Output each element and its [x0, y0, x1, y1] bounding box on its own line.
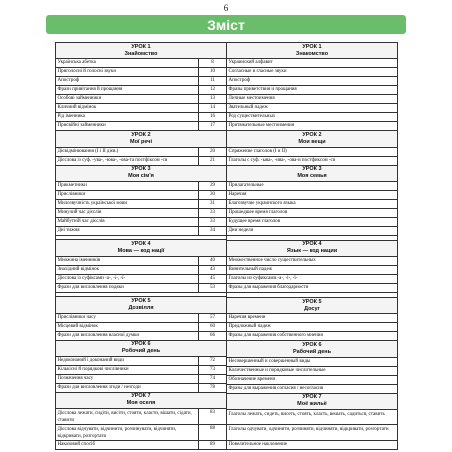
- page-ref: 74: [198, 375, 226, 383]
- topic-label: Прислівники: [57, 191, 86, 197]
- lesson-header: [56, 392, 226, 408]
- toc-row: [56, 365, 226, 374]
- topic-label: Прикметники: [57, 182, 87, 188]
- toc-row: [227, 181, 397, 190]
- page-ref: 73: [198, 366, 226, 374]
- topic-label: Позначення часу: [57, 375, 94, 381]
- toc-row: [227, 112, 397, 121]
- page-ref: 34: [198, 227, 226, 235]
- page-number: 6: [223, 3, 229, 13]
- topic-label: Дієслова відчувати, відчинити, розчинувати, відчиняти, відкривати, розгортати: [57, 427, 177, 440]
- lesson-header: [227, 43, 397, 58]
- toc-row: [56, 440, 226, 449]
- toc-row: [56, 313, 226, 322]
- topic-label: Дні тижня: [57, 227, 80, 233]
- lesson-header: [56, 296, 226, 312]
- toc-row: [56, 265, 226, 274]
- page-ref: 29: [198, 182, 226, 190]
- topic-label: Особові займенники: [57, 96, 102, 102]
- topic-label: Кличний відмінок: [57, 105, 97, 111]
- topic-label: Українська абетка: [57, 60, 96, 66]
- topic-label: Прислівники часу: [57, 314, 96, 320]
- lesson-header: [227, 393, 397, 409]
- topic-label: Милозвучність української мови: [57, 200, 128, 206]
- lesson-title: Мои вещи: [298, 139, 326, 146]
- lesson-title: Досуг: [304, 305, 320, 312]
- topic-label: Фразы приветствия и прощания: [228, 87, 297, 93]
- toc-row: [227, 384, 397, 393]
- toc-row: [227, 208, 397, 217]
- toc-row: [227, 331, 397, 340]
- page-ref: 78: [198, 384, 226, 392]
- page-ref: 57: [198, 314, 226, 322]
- toc-row: [56, 274, 226, 283]
- topic-label: Кількісні й порядкові числівники: [57, 366, 129, 372]
- page-ref: 20: [198, 148, 226, 156]
- page-ref: 30: [198, 191, 226, 199]
- toc-row: [56, 322, 226, 331]
- toc-row: [227, 76, 397, 85]
- lesson-number: УРОК 4: [302, 241, 322, 248]
- toc-row: [227, 85, 397, 94]
- toc-row: [56, 112, 226, 121]
- lesson-number: УРОК 5: [131, 297, 151, 304]
- lesson-title: Моя семья: [297, 173, 327, 180]
- topic-label: Місцевий відмінок: [57, 323, 98, 329]
- lesson-title: Мова — код нації: [117, 248, 165, 255]
- toc-row: [56, 356, 226, 365]
- lesson-title: Моя сім'я: [128, 173, 154, 180]
- lesson-number: УРОК 7: [131, 393, 151, 400]
- topic-label: Прилагательные: [228, 183, 264, 189]
- topic-label: Винительный падеж: [228, 267, 273, 273]
- topic-label: Множина іменників: [57, 257, 101, 263]
- lesson-number: УРОК 4: [131, 241, 151, 248]
- toc-row: [56, 226, 226, 235]
- toc-column-russian: [226, 43, 397, 449]
- page-ref: 83: [198, 409, 226, 424]
- toc-row: [227, 424, 397, 439]
- lesson-title: Робочий день: [121, 348, 161, 355]
- topic-label: Дієслова лежати, сидіти, висіти, стояти, класти, вішати, сідати, ставити: [57, 411, 192, 424]
- page-ref: 43: [198, 266, 226, 274]
- page-ref: 60: [198, 323, 226, 331]
- page-ref: 72: [198, 357, 226, 365]
- toc-row: [56, 283, 226, 292]
- toc-row: [227, 147, 397, 156]
- toc-row: [227, 121, 397, 130]
- lesson-header: [227, 240, 397, 256]
- page-ref: 53: [198, 284, 226, 292]
- page-ref: 17: [198, 122, 226, 130]
- page-title: Зміст: [207, 17, 245, 33]
- topic-label: Фрази для висловлення згоди / незгоди: [57, 384, 141, 390]
- page-ref: 33: [198, 218, 226, 226]
- topic-label: Глаголы с суф. -ыва-, -ива-, -ова-и постфиксом -ся: [228, 157, 336, 163]
- page-ref: 66: [198, 332, 226, 340]
- lesson-title: Моя оселя: [126, 400, 156, 407]
- page-ref: 45: [198, 275, 226, 283]
- topic-label: Апостроф: [228, 78, 251, 84]
- topic-label: Фрази для висловлення власної думки: [57, 332, 140, 338]
- title-banner: [46, 15, 406, 34]
- topic-label: Род существительных: [228, 114, 276, 120]
- lesson-number: УРОК 2: [302, 132, 322, 139]
- topic-label: Фразы для выражения собственного мнения: [228, 333, 323, 339]
- toc-column-ukrainian: [56, 43, 226, 449]
- lesson-number: УРОК 2: [131, 131, 151, 138]
- lesson-number: УРОК 1: [131, 43, 151, 50]
- topic-label: Дієслова із суфіксами -а-, -і-, -ї-: [57, 275, 126, 281]
- toc-row: [227, 313, 397, 322]
- lesson-header: [227, 130, 397, 146]
- toc-row: [56, 217, 226, 226]
- topic-label: Повелительное наклонение: [228, 441, 288, 447]
- lesson-title: Моё жильё: [297, 401, 327, 408]
- toc-row: [56, 424, 226, 440]
- toc-row: [227, 409, 397, 424]
- lesson-number: УРОК 1: [302, 43, 322, 50]
- page-ref: 33: [198, 209, 226, 217]
- toc-row: [56, 256, 226, 265]
- toc-row: [56, 103, 226, 112]
- topic-label: Дни недели: [228, 228, 254, 234]
- topic-label: Украинский алфавит: [228, 60, 273, 66]
- toc-row: [56, 94, 226, 103]
- toc-row: [56, 76, 226, 85]
- lesson-number: УРОК 3: [131, 166, 151, 173]
- toc-row: [227, 366, 397, 375]
- topic-label: Обозначение времени: [228, 376, 276, 382]
- topic-label: Фрази для висловлення подяки: [57, 284, 124, 290]
- topic-label: Фрази привітання й прощання: [57, 87, 123, 93]
- toc-row: [227, 265, 397, 274]
- topic-label: Наказовий спосіб: [57, 442, 95, 448]
- page-ref: 40: [198, 257, 226, 265]
- topic-label: Минулий час дієслів: [57, 209, 102, 215]
- topic-label: Спряжение глаголов (I и II): [228, 148, 287, 154]
- topic-label: Знахідний відмінок: [57, 266, 100, 272]
- toc-row: [56, 121, 226, 130]
- lesson-number: УРОК 5: [302, 298, 322, 305]
- toc-row: [227, 283, 397, 292]
- topic-label: Рід іменника: [57, 114, 85, 120]
- toc-row: [227, 357, 397, 366]
- page-ref: 10: [198, 68, 226, 76]
- topic-label: Несовершенный и совершенный виды: [228, 358, 311, 364]
- lesson-header: [56, 165, 226, 181]
- lesson-header: [227, 165, 397, 181]
- lesson-title: Мої речі: [129, 138, 153, 145]
- topic-label: Апостроф: [57, 78, 80, 84]
- topic-label: Притяжательные местоимения: [228, 123, 294, 129]
- page-ref: 31: [198, 200, 226, 208]
- page-ref: 12: [198, 86, 226, 94]
- toc-row: [227, 256, 397, 265]
- page-ref: 16: [198, 113, 226, 121]
- toc-row: [56, 383, 226, 392]
- page-ref: 11: [198, 77, 226, 85]
- topic-label: Глаголы одчувати, одчинити, розчиняти, відчиняти, відкривати, розгортати: [228, 427, 389, 433]
- topic-label: Наречия: [228, 192, 247, 198]
- toc-row: [56, 208, 226, 217]
- toc-row: [56, 85, 226, 94]
- toc-row: [227, 322, 397, 331]
- page-ref: 14: [198, 104, 226, 112]
- toc-row: [227, 274, 397, 283]
- toc-row: [56, 374, 226, 383]
- lesson-header: [227, 340, 397, 356]
- lesson-number: УРОК 6: [131, 341, 151, 348]
- toc-row: [227, 199, 397, 208]
- topic-label: Недоконаний і доконаний види: [57, 357, 124, 363]
- lesson-number: УРОК 7: [302, 394, 322, 401]
- topic-label: Множественное число существительных: [228, 258, 316, 264]
- topic-label: Звательный падеж: [228, 105, 268, 111]
- lesson-header: [56, 239, 226, 255]
- toc-row: [227, 156, 397, 165]
- lesson-number: УРОК 3: [302, 166, 322, 173]
- topic-label: Фразы для выражения благодарности: [228, 285, 309, 291]
- lesson-number: УРОК 6: [302, 341, 322, 348]
- toc-row: [56, 408, 226, 424]
- topic-label: Дієвідмінювання (I і II дієв.): [57, 148, 119, 154]
- page-ref: 8: [198, 59, 226, 67]
- topic-label: Присвійні займенники: [57, 123, 106, 129]
- topic-label: Количественные и порядковые числительные: [228, 367, 326, 373]
- topic-label: Наречия времени: [228, 315, 266, 321]
- toc-row: [227, 226, 397, 235]
- lesson-title: Дозвілля: [128, 304, 154, 311]
- topic-label: Глаголы из суфиксами -а-, -і-, -ї-: [228, 276, 298, 282]
- toc-row: [56, 67, 226, 76]
- lesson-header: [56, 340, 226, 356]
- page-ref: 89: [198, 441, 226, 449]
- lesson-title: Рабочий день: [292, 348, 331, 355]
- toc-row: [227, 94, 397, 103]
- toc-row: [56, 181, 226, 190]
- topic-label: Фразы для выражения согласия / несогласия: [228, 385, 324, 391]
- table-of-contents: [55, 42, 398, 450]
- toc-row: [56, 147, 226, 156]
- lesson-title: Знакомство: [295, 50, 329, 57]
- toc-row: [56, 58, 226, 67]
- toc-row: [56, 156, 226, 165]
- lesson-header: [56, 130, 226, 146]
- toc-row: [227, 190, 397, 199]
- toc-row: [227, 58, 397, 67]
- topic-label: Майбутній час дієслів: [57, 218, 105, 224]
- lesson-header: [56, 43, 226, 58]
- toc-row: [56, 331, 226, 340]
- toc-row: [227, 67, 397, 76]
- toc-row: [227, 217, 397, 226]
- topic-label: Приголосні й голосні звуки: [57, 69, 117, 75]
- topic-label: Дієслова із суф. -ува-, -юва-, -ова-та постфіксом -ся: [57, 157, 168, 163]
- topic-label: Благозвучие украинского языка: [228, 201, 296, 207]
- toc-row: [227, 440, 397, 449]
- toc-row: [227, 375, 397, 384]
- toc-row: [56, 190, 226, 199]
- page-ref: 21: [198, 157, 226, 165]
- topic-label: Согласные и гласные звуки: [228, 69, 287, 75]
- topic-label: Предложный падеж: [228, 324, 271, 330]
- page-ref: 13: [198, 95, 226, 103]
- topic-label: Личные местоимения: [228, 96, 275, 102]
- toc-row: [227, 103, 397, 112]
- toc-row: [56, 199, 226, 208]
- topic-label: Глаголы лежать, сидеть, висеть, стоять, класть, вешать, садиться, ставить: [228, 411, 385, 417]
- lesson-title: Знайомство: [124, 50, 158, 57]
- lesson-title: Язык — код нации: [286, 248, 338, 255]
- topic-label: Прошедшее время глаголов: [228, 210, 288, 216]
- page-ref: 88: [198, 425, 226, 440]
- topic-label: Будущее время глаголов: [228, 219, 281, 225]
- lesson-header: [227, 297, 397, 313]
